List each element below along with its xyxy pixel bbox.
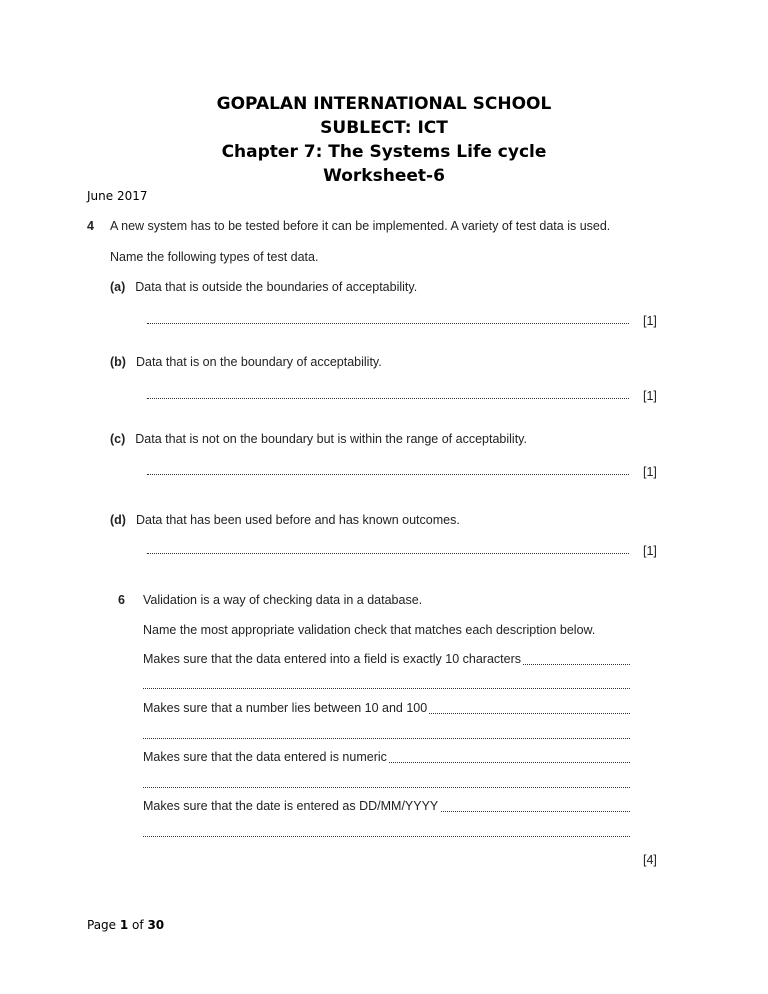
mark-4d: [1] [643, 544, 657, 558]
answer-line-4b[interactable] [147, 398, 629, 399]
question-4-instruction: Name the following types of test data. [110, 250, 319, 264]
page-current: 1 [119, 918, 129, 932]
answer-line-4d[interactable] [147, 553, 629, 554]
question-4-number: 4 [87, 219, 94, 233]
validation-item-4: Makes sure that the date is entered as DD/MM/YYYY [143, 799, 439, 813]
part-text: Data that has been used before and has known outcomes. [135, 513, 460, 527]
mark-4c: [1] [643, 465, 657, 479]
answer-line-6-3b[interactable] [143, 787, 630, 788]
part-label: (b) [110, 355, 126, 369]
part-label: (d) [110, 513, 126, 527]
question-4-intro: A new system has to be tested before it can be implemented. A variety of test data is used. [110, 219, 611, 233]
school-name: GOPALAN INTERNATIONAL SCHOOL [216, 94, 552, 114]
answer-line-4c[interactable] [147, 474, 629, 475]
answer-line-4a[interactable] [147, 323, 629, 324]
validation-item-1: Makes sure that the data entered into a field is exactly 10 characters [143, 652, 521, 666]
question-6-number: 6 [118, 593, 125, 607]
validation-item-2: Makes sure that a number lies between 10 and 100 [143, 701, 428, 715]
mark-4b: [1] [643, 389, 657, 403]
question-6-instruction: Name the most appropriate validation check that matches each description below. [143, 623, 596, 637]
subject-title: SUBLECT: ICT [320, 118, 448, 138]
question-6-intro: Validation is a way of checking data in a database. [143, 593, 423, 607]
question-4d [110, 513, 460, 527]
page-prefix: Page [87, 918, 120, 932]
part-label: (a) [110, 280, 126, 294]
date-label: June 2017 [87, 189, 148, 203]
mark-4a: [1] [643, 314, 657, 328]
validation-item-3: Makes sure that the data entered is numeric [143, 750, 387, 764]
chapter-title: Chapter 7: The Systems Life cycle [221, 142, 547, 162]
page-total: 30 [147, 918, 165, 932]
part-text: Data that is on the boundary of acceptability. [135, 355, 382, 369]
answer-line-6-4b[interactable] [143, 836, 630, 837]
question-4a [110, 280, 417, 294]
mark-6: [4] [643, 853, 657, 867]
answer-line-6-1b[interactable] [143, 688, 630, 689]
question-4c [110, 432, 527, 446]
answer-line-6-2b[interactable] [143, 738, 630, 739]
page-of: of [128, 918, 148, 932]
part-label: (c) [110, 432, 126, 446]
page-number [87, 918, 164, 932]
part-text: Data that is outside the boundaries of acceptability. [135, 280, 418, 294]
worksheet-title: Worksheet-6 [323, 166, 445, 186]
question-4b [110, 355, 382, 369]
part-text: Data that is not on the boundary but is within the range of acceptability. [135, 432, 527, 446]
